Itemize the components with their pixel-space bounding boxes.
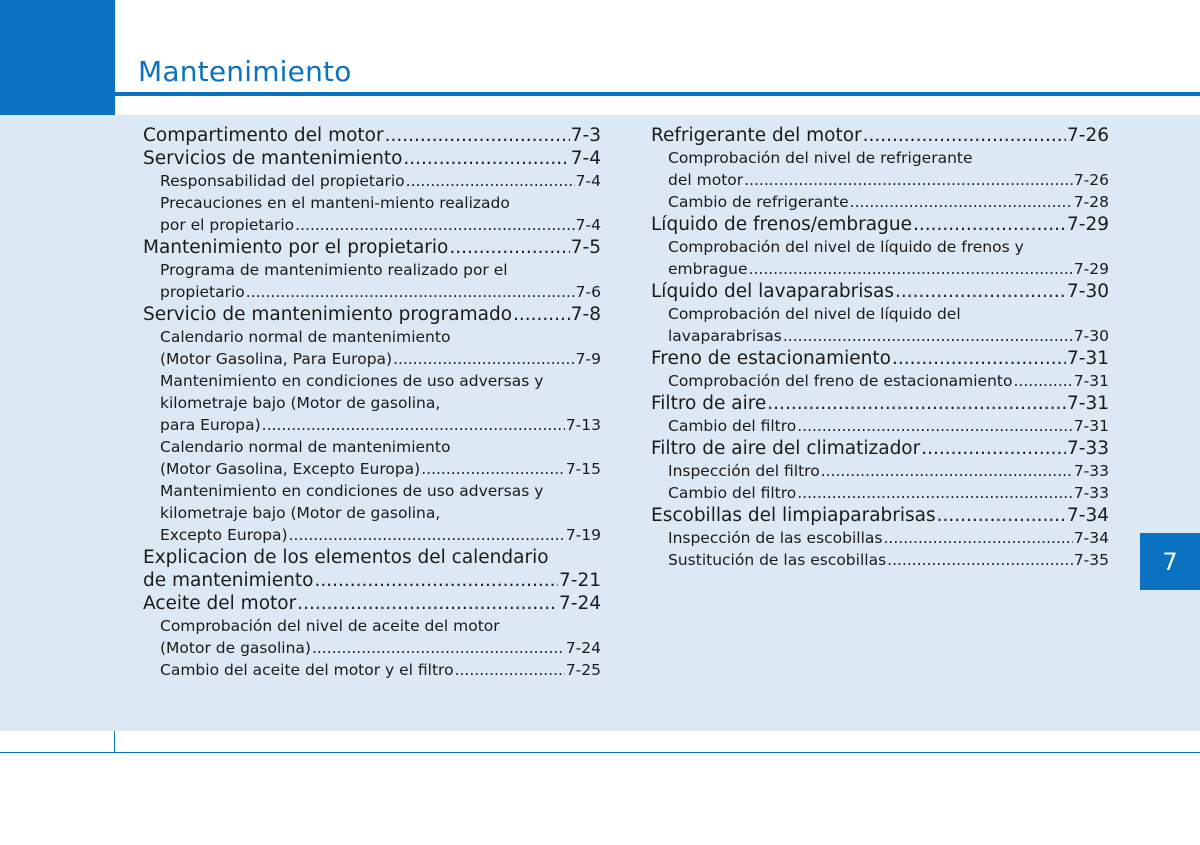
toc-subsection-entry[interactable]	[143, 615, 601, 659]
toc-entry-text: por el propietario	[160, 216, 295, 234]
dot-leader	[295, 214, 575, 236]
toc-entry-text: Explicacion de los elementos del calendario	[143, 547, 549, 568]
toc-subsection-entry[interactable]	[143, 370, 601, 436]
toc-subsection-entry[interactable]	[651, 303, 1109, 347]
toc-entry-text: de mantenimiento	[143, 570, 314, 591]
toc-subsection-entry[interactable]	[143, 192, 601, 236]
dot-leader	[314, 569, 558, 592]
toc-page-number: 7-31	[1067, 348, 1109, 369]
toc-section-entry[interactable]	[651, 124, 1109, 147]
toc-entry-text: Mantenimiento en condiciones de uso adversas y	[160, 372, 544, 390]
dot-leader	[749, 258, 1073, 280]
toc-entry-text: Comprobación del nivel de líquido de frenos y	[668, 238, 1024, 256]
toc-subsection-entry[interactable]	[651, 191, 1109, 213]
dot-leader	[403, 147, 569, 170]
toc-entry-text: Refrigerante del motor	[651, 125, 862, 146]
toc-page-number: 7-21	[559, 570, 601, 591]
toc-page-number: 7-4	[575, 172, 601, 190]
dot-leader	[289, 524, 565, 546]
toc-entry-text: Servicio de mantenimiento programado	[143, 304, 513, 325]
toc-page-number: 7-4	[575, 216, 601, 234]
toc-section-entry[interactable]	[651, 280, 1109, 303]
toc-entry-text: Calendario normal de mantenimiento	[160, 328, 451, 346]
toc-page-number: 7-4	[570, 148, 601, 169]
toc-page-number: 7-8	[570, 304, 601, 325]
toc-section-entry[interactable]	[143, 236, 601, 259]
dot-leader	[297, 592, 558, 615]
title-underline	[115, 92, 1200, 96]
dot-leader	[895, 280, 1066, 303]
toc-section-entry[interactable]	[143, 124, 601, 147]
toc-subsection-entry[interactable]	[143, 259, 601, 303]
toc-section-entry[interactable]	[143, 592, 601, 615]
toc-section-entry[interactable]	[143, 303, 601, 326]
toc-entry-text: Precauciones en el manteni-miento realizado	[160, 194, 510, 212]
toc-entry-text: Aceite del motor	[143, 593, 297, 614]
toc-entry-text: Mantenimiento en condiciones de uso adversas y	[160, 482, 544, 500]
dot-leader	[884, 527, 1073, 549]
chapter-tab[interactable]: 7	[1140, 533, 1200, 590]
toc-subsection-entry[interactable]	[651, 527, 1109, 549]
dot-leader	[767, 392, 1066, 415]
dot-leader	[246, 281, 575, 303]
toc-entry-text: Cambio del filtro	[668, 484, 797, 502]
toc-subsection-entry[interactable]	[143, 436, 601, 480]
toc-page-number: 7-31	[1067, 393, 1109, 414]
toc-entry-text: kilometraje bajo (Motor de gasolina,	[160, 504, 441, 522]
toc-entry-text: (Motor Gasolina, Para Europa)	[160, 350, 393, 368]
toc-section-entry[interactable]	[651, 347, 1109, 370]
dot-leader	[455, 659, 565, 681]
toc-page-number: 7-24	[565, 639, 601, 657]
toc-page-number: 7-24	[559, 593, 601, 614]
toc-page-number: 7-25	[565, 661, 601, 679]
toc-entry-text: propietario	[160, 283, 245, 301]
toc-subsection-entry[interactable]	[651, 370, 1109, 392]
toc-page-number: 7-9	[575, 350, 601, 368]
dot-leader	[850, 191, 1073, 213]
toc-page-number: 7-34	[1067, 505, 1109, 526]
dot-leader	[937, 504, 1066, 527]
toc-subsection-entry[interactable]	[651, 549, 1109, 571]
toc-entry-text: Líquido del lavaparabrisas	[651, 281, 895, 302]
toc-entry-text: embrague	[668, 260, 748, 278]
dot-leader	[262, 414, 565, 436]
toc-section-entry[interactable]	[143, 546, 601, 592]
dot-leader	[863, 124, 1066, 147]
dot-leader	[312, 637, 565, 659]
dot-leader	[421, 458, 565, 480]
toc-entry-text: Comprobación del nivel de líquido del	[668, 305, 961, 323]
toc-page-number: 7-29	[1067, 214, 1109, 235]
dot-leader	[913, 213, 1066, 236]
toc-page-number: 7-3	[570, 125, 601, 146]
toc-column-right	[651, 124, 1109, 571]
dot-leader	[887, 549, 1073, 571]
toc-column-left	[143, 124, 601, 681]
toc-page-number: 7-19	[565, 526, 601, 544]
toc-page-number: 7-13	[565, 416, 601, 434]
toc-page-number: 7-33	[1067, 438, 1109, 459]
toc-entry-text: lavaparabrisas	[668, 327, 782, 345]
toc-entry-text: (Motor Gasolina, Excepto Europa)	[160, 460, 421, 478]
toc-page-number: 7-5	[570, 237, 601, 258]
toc-entry-text: Mantenimiento por el propietario	[143, 237, 449, 258]
dot-leader	[892, 347, 1066, 370]
toc-section-entry[interactable]	[651, 437, 1109, 460]
toc-entry-text: Filtro de aire del climatizador	[651, 438, 921, 459]
toc-entry-text: Compartimento del motor	[143, 125, 384, 146]
dot-leader	[821, 460, 1073, 482]
toc-entry-text: Sustitución de las escobillas	[668, 551, 887, 569]
dot-leader	[1013, 370, 1072, 392]
toc-entry-text: Cambio de refrigerante	[668, 193, 849, 211]
dot-leader	[744, 169, 1073, 191]
toc-page-number: 7-33	[1073, 462, 1109, 480]
toc-entry-text: Filtro de aire	[651, 393, 767, 414]
toc-subsection-entry[interactable]	[651, 147, 1109, 191]
dot-leader	[783, 325, 1073, 347]
toc-entry-text: Inspección de las escobillas	[668, 529, 883, 547]
toc-subsection-entry[interactable]	[651, 236, 1109, 280]
toc-section-entry[interactable]	[651, 213, 1109, 236]
toc-subsection-entry[interactable]	[651, 482, 1109, 504]
toc-subsection-entry[interactable]	[143, 659, 601, 681]
toc-page-number: 7-6	[575, 283, 601, 301]
toc-entry-text: (Motor de gasolina)	[160, 639, 311, 657]
toc-page-number: 7-29	[1073, 260, 1109, 278]
toc-entry-text: Comprobación del freno de estacionamiento	[668, 372, 1013, 390]
dot-leader	[385, 124, 570, 147]
toc-page-number: 7-26	[1073, 171, 1109, 189]
toc-subsection-entry[interactable]	[651, 415, 1109, 437]
toc-entry-text: Servicios de mantenimiento	[143, 148, 403, 169]
toc-page-number: 7-30	[1067, 281, 1109, 302]
toc-entry-text: Cambio del filtro	[668, 417, 797, 435]
toc-subsection-entry[interactable]	[143, 326, 601, 370]
dot-leader	[406, 170, 575, 192]
page-title: Mantenimiento	[138, 55, 352, 88]
toc-section-entry[interactable]	[651, 504, 1109, 527]
toc-entry-text: Excepto Europa)	[160, 526, 288, 544]
toc-entry-text: Freno de estacionamiento	[651, 348, 891, 369]
dot-leader	[921, 437, 1066, 460]
toc-entry-text: para Europa)	[160, 416, 261, 434]
chapter-color-band	[0, 0, 115, 115]
toc-page-number: 7-34	[1073, 529, 1109, 547]
toc-entry-text: Programa de mantenimiento realizado por el	[160, 261, 508, 279]
toc-entry-text: Líquido de frenos/embrague	[651, 214, 912, 235]
toc-entry-text: Comprobación del nivel de refrigerante	[668, 149, 973, 167]
toc-page-number: 7-28	[1073, 193, 1109, 211]
dot-leader	[797, 415, 1073, 437]
toc-subsection-entry[interactable]	[651, 460, 1109, 482]
dot-leader	[449, 236, 569, 259]
toc-entry-text: Escobillas del limpiaparabrisas	[651, 505, 936, 526]
toc-page-number: 7-33	[1073, 484, 1109, 502]
toc-entry-text: Calendario normal de mantenimiento	[160, 438, 451, 456]
toc-page-number: 7-31	[1073, 417, 1109, 435]
toc-page-number: 7-15	[565, 460, 601, 478]
toc-subsection-entry[interactable]	[143, 480, 601, 546]
dot-leader	[513, 303, 570, 326]
toc-page-number: 7-30	[1073, 327, 1109, 345]
toc-section-entry[interactable]	[651, 392, 1109, 415]
dot-leader	[797, 482, 1073, 504]
toc-entry-text: Cambio del aceite del motor y el filtro	[160, 661, 454, 679]
toc-page-number: 7-26	[1067, 125, 1109, 146]
dot-leader	[393, 348, 575, 370]
toc-entry-text: Responsabilidad del propietario	[160, 172, 405, 190]
toc-entry-text: Inspección del filtro	[668, 462, 820, 480]
toc-subsection-entry[interactable]	[143, 170, 601, 192]
toc-entry-text: del motor	[668, 171, 744, 189]
toc-page-number: 7-31	[1073, 372, 1109, 390]
toc-page-number: 7-35	[1073, 551, 1109, 569]
toc-entry-text: kilometraje bajo (Motor de gasolina,	[160, 394, 441, 412]
toc-section-entry[interactable]	[143, 147, 601, 170]
bottom-rule	[0, 752, 1200, 753]
toc-entry-text: Comprobación del nivel de aceite del motor	[160, 617, 500, 635]
